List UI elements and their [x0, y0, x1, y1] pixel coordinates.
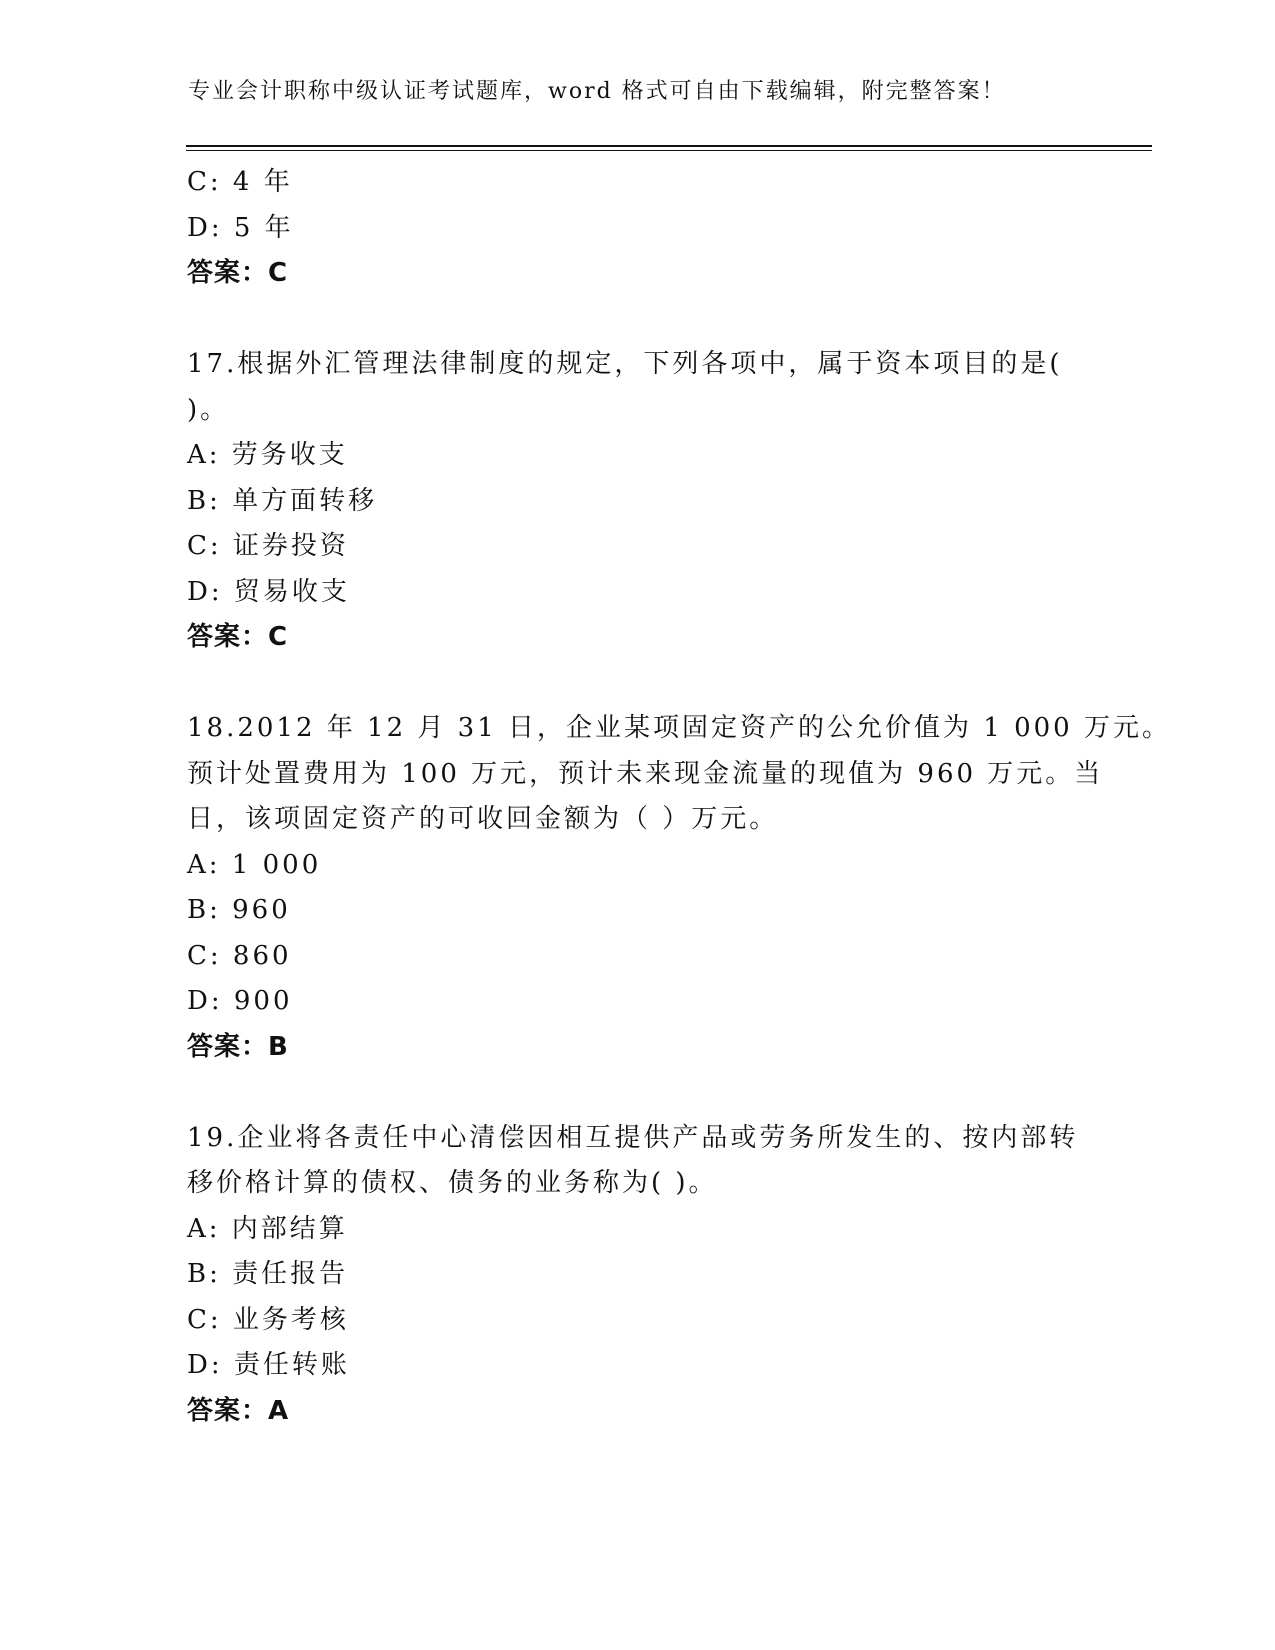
question-19-stem-line-2: 移价格计算的债权、债务的业务称为( )。 [187, 1168, 718, 1198]
option-c: C: 4 年 [187, 167, 293, 197]
q19-option-b: B: 责任报告 [187, 1259, 349, 1289]
option-d: D: 5 年 [187, 212, 294, 243]
answer-label: 答案：C [187, 258, 289, 288]
q18-option-b: B: 960 [187, 895, 291, 925]
q19-option-c: C: 业务考核 [187, 1304, 349, 1335]
q18-option-c: C: 860 [187, 940, 292, 971]
q17-option-d: D: 贸易收支 [187, 576, 350, 607]
question-19-stem-line-1: 19.企业将各责任中心清偿因相互提供产品或劳务所发生的、按内部转 [187, 1122, 1079, 1153]
question-17-stem-line-2: )。 [187, 394, 230, 425]
q18-option-a: A: 1 000 [187, 849, 322, 880]
question-content [187, 160, 1171, 1434]
q18-answer: 答案：B [187, 1031, 289, 1062]
page-header: 专业会计职称中级认证考试题库，word 格式可自由下载编辑，附完整答案！ [188, 79, 1006, 104]
question-18-stem-line-2: 预计处置费用为 100 万元，预计未来现金流量的现值为 960 万元。当 [187, 758, 1104, 789]
q17-answer: 答案：C [187, 622, 289, 652]
q17-option-b: B: 单方面转移 [187, 485, 378, 516]
question-18-stem-line-1: 18.2012 年 12 月 31 日，企业某项固定资产的公允价值为 1 000 万元。 [187, 713, 1171, 743]
header-divider [186, 145, 1152, 151]
q17-option-c: C: 证券投资 [187, 531, 349, 561]
q19-option-a: A: 内部结算 [187, 1213, 348, 1244]
q17-option-a: A: 劳务收支 [187, 440, 348, 470]
q19-answer: 答案：A [187, 1395, 290, 1426]
question-18-stem-line-3: 日，该项固定资产的可收回金额为（ ）万元。 [187, 804, 779, 834]
question-17-stem-line-1: 17.根据外汇管理法律制度的规定，下列各项中，属于资本项目的是( [187, 349, 1063, 379]
q19-option-d: D: 责任转账 [187, 1350, 350, 1380]
q18-option-d: D: 900 [187, 986, 293, 1016]
